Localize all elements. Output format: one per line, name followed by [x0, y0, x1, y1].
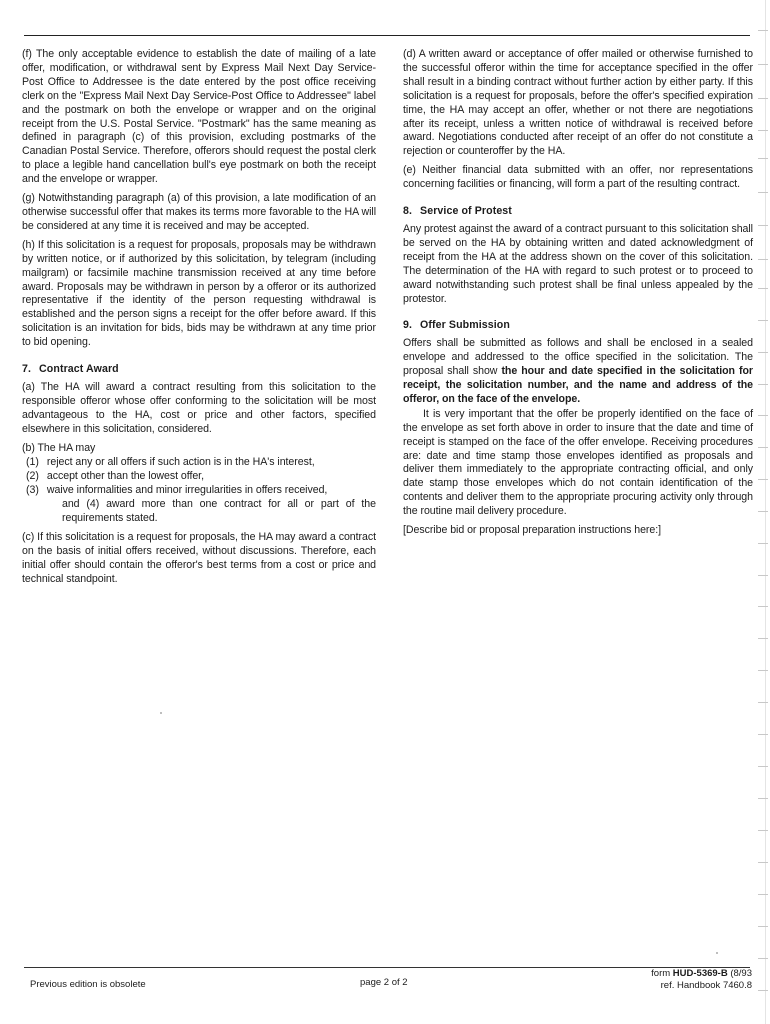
section-7-title: Contract Award [39, 363, 119, 376]
paragraph-h: (h) If this solicitation is a request for proposals, proposals may be withdrawn by written notice, or if authorized by this solicitation, by telegram (including mailgram) or facsimile machine transmission received at any time before award. Proposals may be withdrawn in person by a offeror or its authorized representative if the identity of the person requesting withdrawal is established and the person signs a receipt for the offer before award. If this solicitation is an invitation for bids, bids may be withdrawn at any time prior to bid opening. [22, 238, 376, 349]
section-9-title: Offer Submission [420, 319, 510, 332]
footer-form-prefix: form [651, 968, 673, 979]
list-item [22, 470, 376, 484]
section-7-number: 7. [22, 363, 32, 376]
paragraph-d: (d) A written award or acceptance of offer mailed or otherwise furnished to the successful offeror within the time for acceptance specified in the offer shall result in a binding contract without further action by either party. If this solicitation is a request for proposals, before the offer's specified expiration time, the HA may accept an offer, whether or not there are negotiations after its receipt, unless a written notice of withdrawal is received before award. Negotiations conducted after receipt of an offer do not constitute a rejection or counteroffer by the HA. [403, 48, 753, 158]
paragraph-7b-intro: (b) The HA may [22, 441, 96, 454]
paragraph-f: (f) The only acceptable evidence to establish the date of mailing of a late offer, modification, or withdrawal sent by Express Mail Next Day Service-Post Office to Addressee is the date entered by the post office receiving clerk on the "Express Mail Next Day Service-Post Office to Addressee" label and the postmark on both the envelope or wrapper and on the original receipt from the U.S. Postal Service. "Postmark" has the same meaning as defined in paragraph (c) of this provision, excluding postmarks of the Canadian Postal Service. Therefore, offerors should request the postal clerk to place a legible hand cancellation bull's eye postmark on both the receipt and the envelope or wrapper. [22, 48, 376, 186]
list-item-label: (3) [26, 484, 39, 497]
footer-reference: ref. Handbook 7460.8 [660, 980, 752, 991]
list-item-text: accept other than the lowest offer, [46, 470, 204, 483]
footer-form-date: (8/93 [727, 968, 752, 979]
footer-page-number: page 2 of 2 [360, 977, 408, 988]
footer-obsolete-note: Previous edition is obsolete [30, 979, 146, 990]
paragraph-g: (g) Notwithstanding paragraph (a) of this provision, a late modification of an otherwise successful offer that makes its terms more favorable to the HA will be considered at any time it is received and may be accepted. [22, 192, 376, 232]
list-item-text: reject any or all offers if such action is in the HA's interest, [46, 456, 315, 469]
list-item-label: (1) [26, 456, 39, 469]
footer-form-info [592, 968, 752, 992]
section-9-heading [403, 319, 753, 333]
scan-edge-marks [750, 0, 770, 1024]
paragraph-9-instructions: [Describe bid or proposal preparation instructions here:] [403, 524, 662, 537]
scan-speck [160, 712, 162, 714]
paragraph-9-text: Offers shall be submitted as follows and shall be enclosed in a sealed envelope and addressed to the office specified in the solicitation. The proposal shall show [403, 337, 753, 378]
paragraph-7c: (c) If this solicitation is a request for proposals, the HA may award a contract on the basis of initial offers received, without discussions. Therefore, each initial offer should contain the offeror's best terms from a cost or price and technical standpoint. [22, 531, 376, 585]
footer-form-number: HUD-5369-B [672, 968, 728, 979]
paragraph-9-second: It is very important that the offer be properly identified on the face of the envelope as set forth above in order to insure that the date and time of receipt is stamped on the face of the offer envelope. Receiving procedures are: date and time stamp those envelopes identified as proposals and deliver them immediately to the appropriate contracting official, and only date stamp those envelopes which do not contain identification of the contents and deliver them to the appropriate procuring activity only through the routine mail delivery procedure. [403, 407, 753, 518]
section-7-heading [22, 363, 376, 377]
list-item-text: waive informalities and minor irregularities in offers received, [46, 484, 328, 497]
section-8-number: 8. [403, 205, 413, 218]
list-7b [22, 456, 376, 526]
list-item [22, 456, 376, 470]
paragraph-7a: (a) The HA will award a contract resulting from this solicitation to the responsible offeror whose offer conforming to the solicitation will be most advantageous to the HA, cost or price and other factors, specified elsewhere in this solicitation, considered. [22, 380, 376, 435]
paragraph-8: Any protest against the award of a contract pursuant to this solicitation shall be served on the HA by obtaining written and dated acknowledgment of receipt from the HA at the address shown on the cover of this solicitation. The determination of the HA with regard to such protest or to proceed to award notwithstanding such protest shall be final unless appealed by the protestor. [403, 222, 753, 305]
paragraph-9-bold-text: the hour and date specified in the solicitation for receipt, the solicitation number, and the name and address of the offeror, on the face of the envelope. [403, 365, 753, 405]
left-column [22, 48, 376, 592]
scan-speck [716, 952, 718, 954]
list-continuation: and (4) award more than one contract for all or part of the requirements stated. [62, 498, 376, 525]
list-item [22, 484, 376, 498]
list-item-label: (2) [26, 470, 39, 483]
section-8-title: Service of Protest [420, 205, 512, 218]
right-column [403, 48, 753, 543]
footer-form-line [592, 968, 752, 980]
paragraph-9 [403, 337, 753, 407]
paragraph-e: (e) Neither financial data submitted with an offer, nor representations concerning facilities or financing, will form a part of the resulting contract. [403, 164, 753, 191]
section-8-heading [403, 205, 753, 219]
section-9-number: 9. [403, 319, 413, 332]
top-rule [24, 35, 750, 36]
